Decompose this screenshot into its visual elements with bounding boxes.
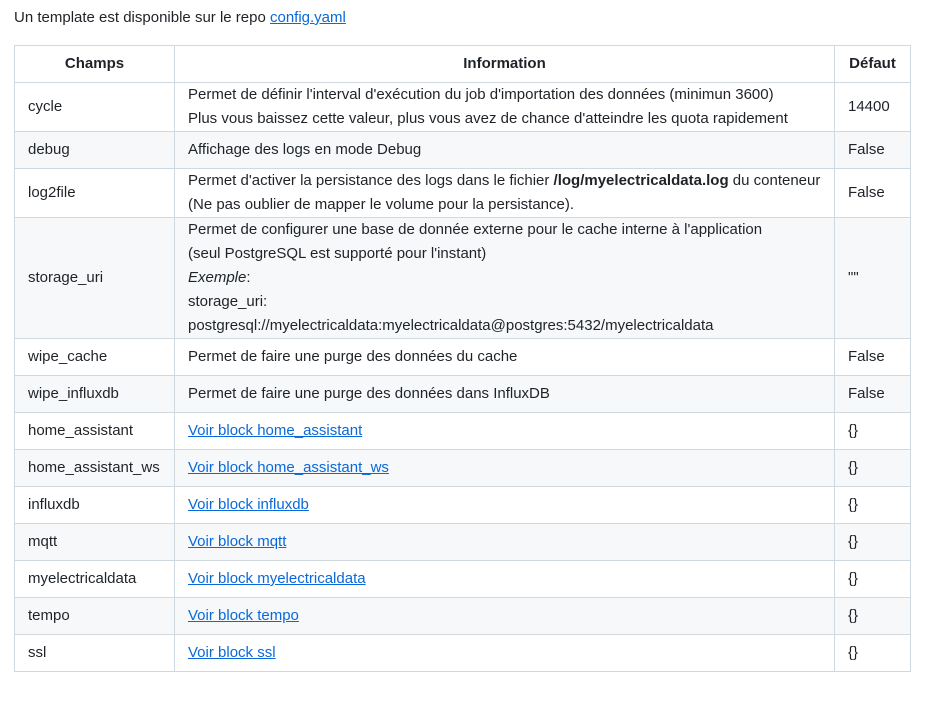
table-row-wipe-cache [15,339,911,376]
field-info [175,598,835,635]
field-info [175,218,835,339]
intro-text: Un template est disponible sur le repo [14,9,270,26]
example-label: Exemple [188,269,247,286]
field-info [175,635,835,672]
example-line: postgresql://myelectricaldata:myelectricaldata@postgres:5432/myelectricaldata [188,317,714,334]
influxdb-block-link[interactable]: Voir block influxdb [188,496,309,513]
config-yaml-link[interactable]: config.yaml [269,9,346,26]
header-defaut: Défaut [835,46,911,83]
field-default: {} [835,561,911,598]
header-information: Information [175,46,835,83]
field-default: {} [835,413,911,450]
info-line: Permet de configurer une base de donnée externe pour le cache interne à l'application [188,221,763,238]
ssl-block-link[interactable]: Voir block ssl [188,644,276,661]
field-name: mqtt [15,524,175,561]
tempo-block-link[interactable]: Voir block tempo [188,607,299,624]
field-info [175,413,835,450]
info-line: Plus vous baissez cette valeur, plus vous avez de chance d'atteindre les quota rapidement [188,110,788,127]
info-text: Permet d'activer la persistance des logs dans le fichier [188,172,554,189]
field-name: cycle [15,83,175,132]
intro-paragraph [14,6,926,30]
config-table [14,45,911,672]
field-info [175,83,835,132]
field-default: False [835,339,911,376]
field-default: False [835,169,911,218]
field-default: {} [835,635,911,672]
info-line: (seul PostgreSQL est supporté pour l'instant) [188,245,487,262]
info-line: Permet de définir l'interval d'exécution du job d'importation des données (minimun 3600) [188,86,774,103]
field-name: wipe_influxdb [15,376,175,413]
field-name: influxdb [15,487,175,524]
info-text: du conteneur (Ne pas oublier de mapper le volume pour la persistance). [188,172,821,213]
table-row-log2file [15,169,911,218]
field-default: 14400 [835,83,911,132]
field-info: Affichage des logs en mode Debug [175,132,835,169]
table-row-ssl [15,635,911,672]
field-default: {} [835,524,911,561]
table-row-tempo [15,598,911,635]
field-info [175,169,835,218]
field-default: {} [835,598,911,635]
example-colon: : [246,269,251,286]
table-row-myelectricaldata [15,561,911,598]
home-assistant-ws-block-link[interactable]: Voir block home_assistant_ws [188,459,389,476]
field-name: log2file [15,169,175,218]
mqtt-block-link[interactable]: Voir block mqtt [188,533,287,550]
field-name: debug [15,132,175,169]
table-row-influxdb [15,487,911,524]
table-row-mqtt [15,524,911,561]
log-file-path: /log/myelectricaldata.log [553,172,729,189]
field-name: storage_uri [15,218,175,339]
field-name: home_assistant_ws [15,450,175,487]
field-info [175,487,835,524]
table-row-home-assistant [15,413,911,450]
table-row-cycle [15,83,911,132]
table-row-home-assistant-ws [15,450,911,487]
field-info: Permet de faire une purge des données du cache [175,339,835,376]
field-default: {} [835,487,911,524]
example-line: storage_uri: [188,293,268,310]
table-header-row [15,46,911,83]
field-info [175,524,835,561]
table-row-debug [15,132,911,169]
field-default: {} [835,450,911,487]
home-assistant-block-link[interactable]: Voir block home_assistant [188,422,363,439]
field-info [175,561,835,598]
field-default: False [835,132,911,169]
field-name: myelectricaldata [15,561,175,598]
field-default: False [835,376,911,413]
field-name: home_assistant [15,413,175,450]
field-name: ssl [15,635,175,672]
header-champs: Champs [15,46,175,83]
field-info: Permet de faire une purge des données dans InfluxDB [175,376,835,413]
myelectricaldata-block-link[interactable]: Voir block myelectricaldata [188,570,366,587]
field-name: tempo [15,598,175,635]
field-default: "" [835,218,911,339]
table-row-wipe-influxdb [15,376,911,413]
field-info [175,450,835,487]
field-name: wipe_cache [15,339,175,376]
table-row-storage-uri [15,218,911,339]
example-label-line [188,266,821,290]
